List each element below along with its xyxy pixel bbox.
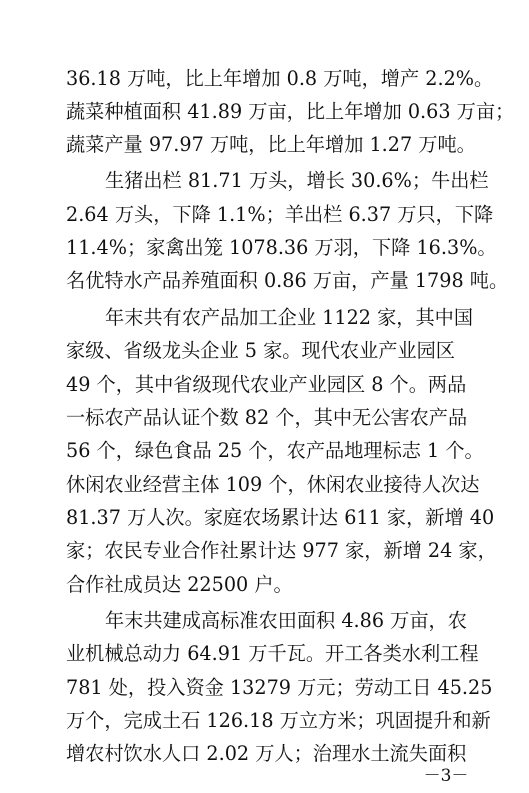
text-line: 11.4%；家禽出笼 1078.36 万羽，下降 16.3%。 <box>66 236 497 259</box>
text-line: 蔬菜产量 97.97 万吨，比上年增加 1.27 万吨。 <box>66 133 476 156</box>
text-line: 年末共建成高标准农田面积 4.86 万亩，农 <box>105 609 467 632</box>
text-line: 781 处，投入资金 13279 万元；劳动工日 45.25 <box>66 676 493 699</box>
text-line: 56 个，绿色食品 25 个，农产品地理标志 1 个。 <box>66 439 484 462</box>
text-line: 万个，完成土石 126.18 万立方米；巩固提升和新 <box>66 709 491 732</box>
text-line: 休闲农业经营主体 109 个，休闲农业接待人次达 <box>66 473 480 496</box>
text-line: 一标农产品认证个数 82 个，其中无公害农产品 <box>66 406 468 429</box>
text-line: 年末共有农产品加工企业 1122 家，其中国 <box>105 306 474 329</box>
page-number: －3－ <box>423 766 469 786</box>
text-line: 蔬菜种植面积 41.89 万亩，比上年增加 0.63 万亩； <box>66 100 515 123</box>
text-line: 增农村饮水人口 2.02 万人；治理水土流失面积 <box>66 742 467 765</box>
text-line: 家；农民专业合作社累计达 977 家，新增 24 家， <box>66 539 497 562</box>
text-line: 家级、省级龙头企业 5 家。现代农业产业园区 <box>66 339 455 362</box>
text-line: 业机械总动力 64.91 万千瓦。开工各类水利工程 <box>66 642 479 665</box>
text-line: 36.18 万吨，比上年增加 0.8 万吨，增产 2.2%。 <box>66 67 494 90</box>
text-line: 49 个，其中省级现代农业产业园区 8 个。两品 <box>66 373 467 396</box>
text-line: 81.37 万人次。家庭农场累计达 611 家，新增 40 <box>66 506 495 529</box>
text-line: 名优特水产品养殖面积 0.86 万亩，产量 1798 吨。 <box>66 269 509 292</box>
text-line: 2.64 万头，下降 1.1%；羊出栏 6.37 万只，下降 <box>66 203 494 226</box>
text-line: 生猪出栏 81.71 万头，增长 30.6%；牛出栏 <box>105 169 489 192</box>
text-line: 合作社成员达 22500 户。 <box>66 573 293 596</box>
